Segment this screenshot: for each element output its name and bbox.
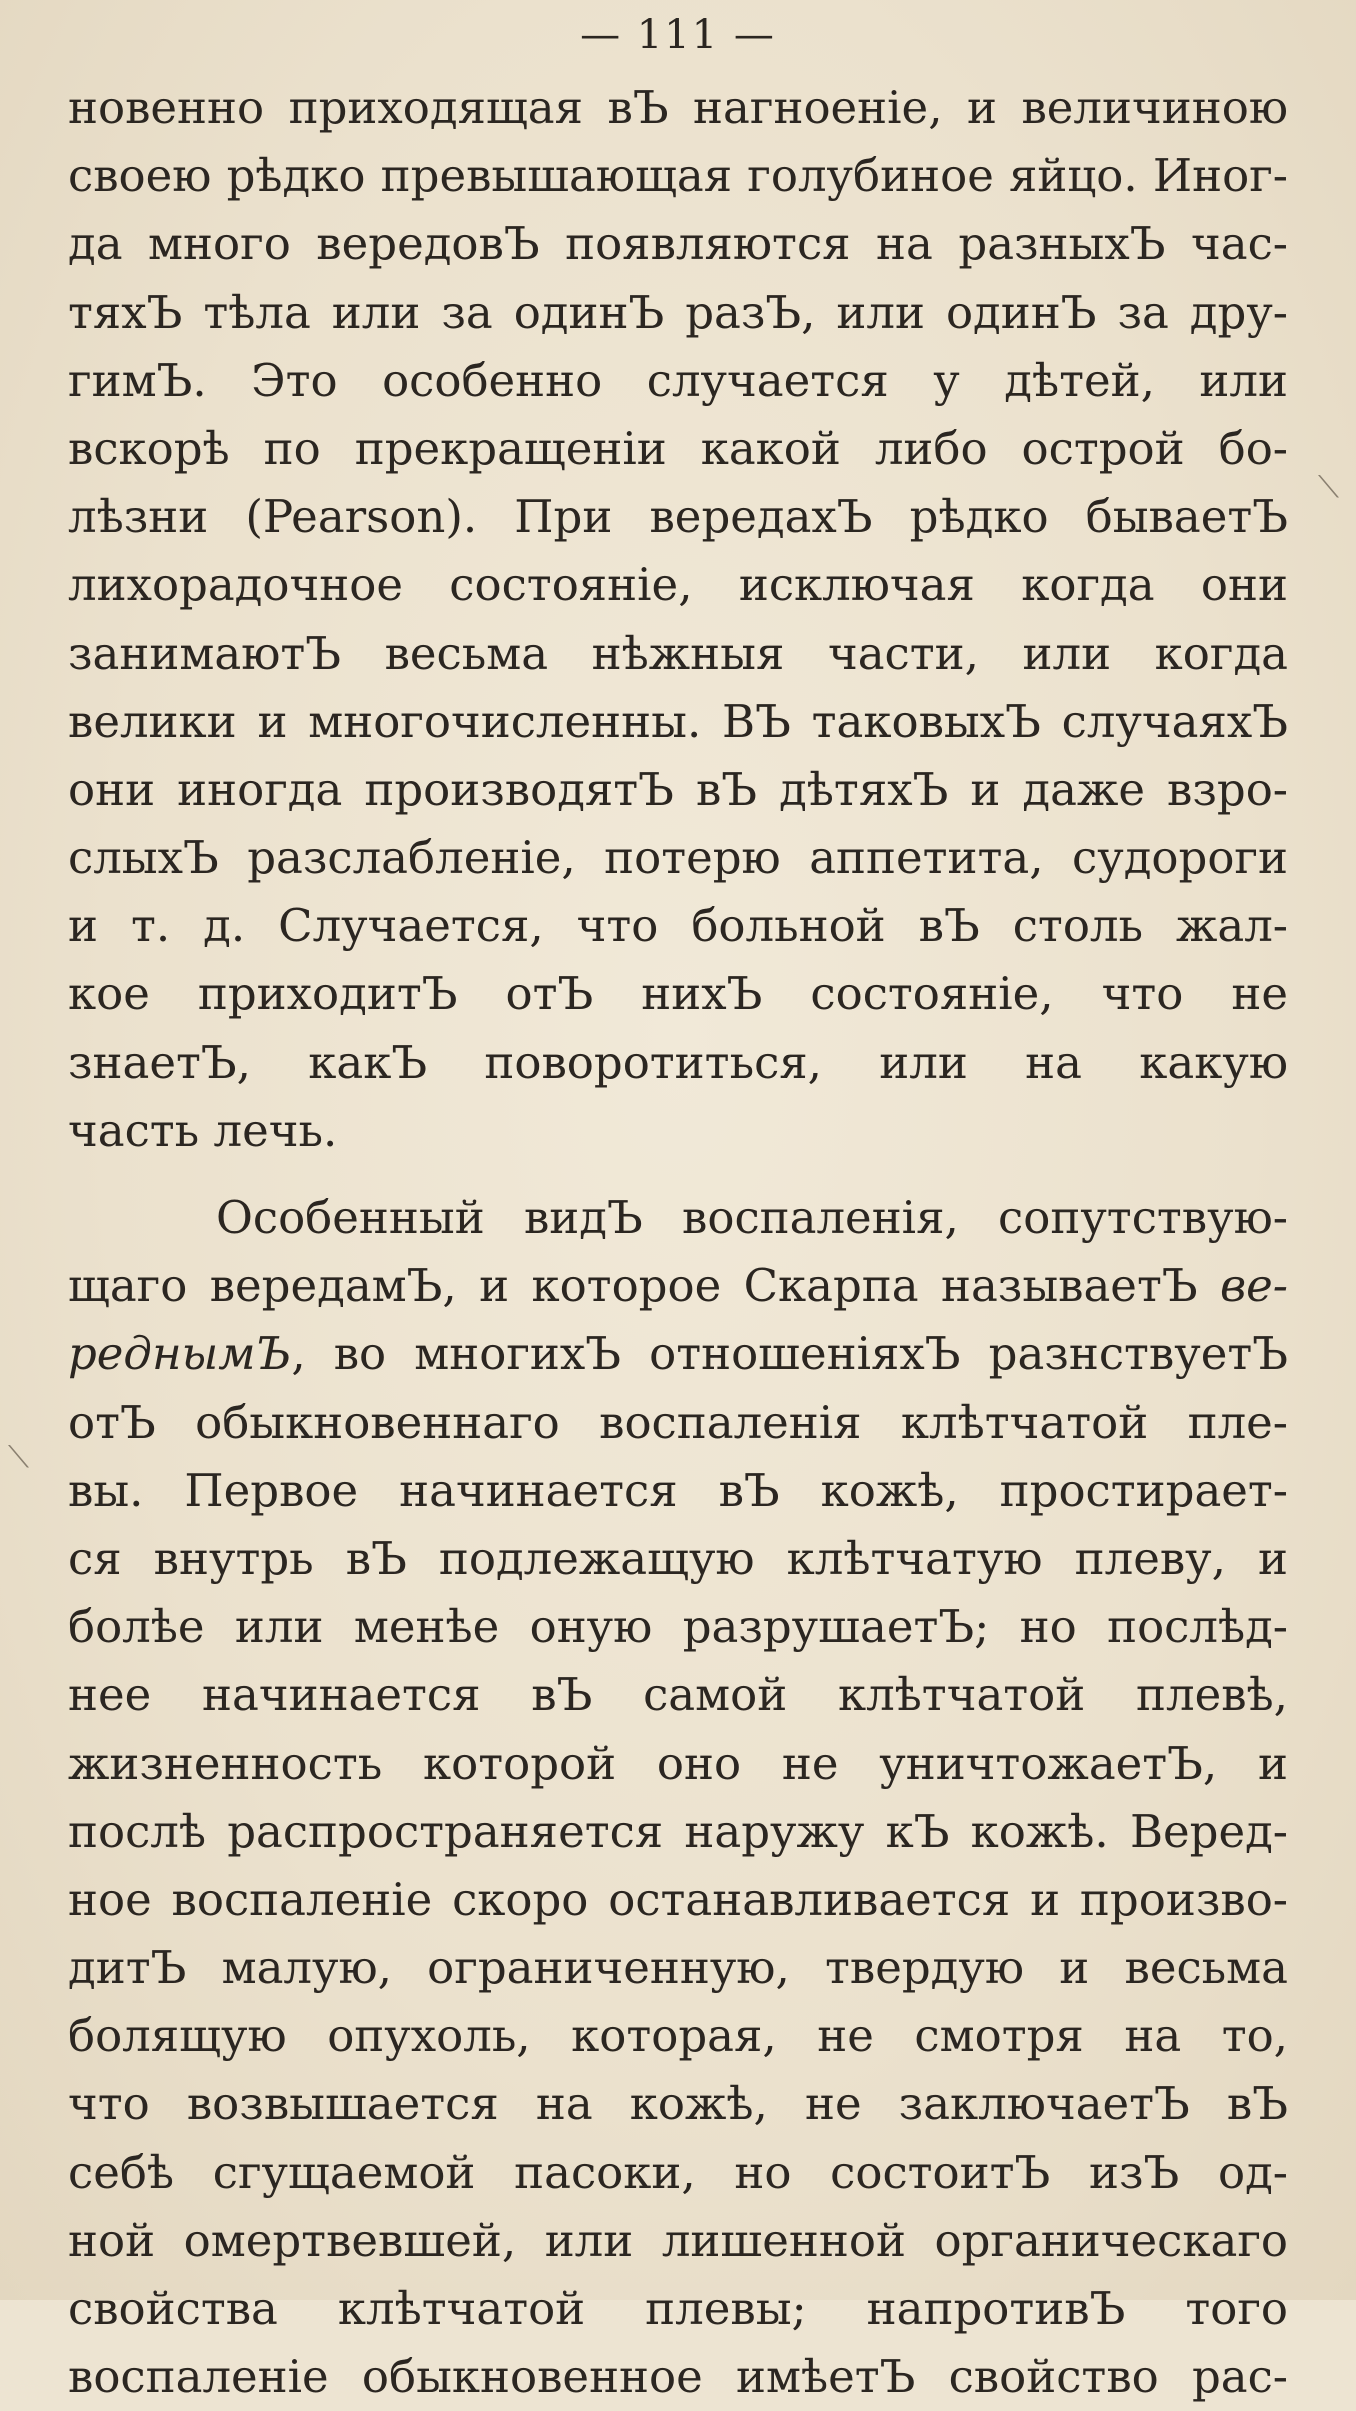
text-line: да много вередовЪ появляются на разныхЪ час- [68,217,1288,271]
paragraph-gap [68,1165,1288,1184]
text-line: кое приходитЪ отЪ нихЪ состояніе, что не [68,967,1288,1021]
text-line: ное воспаленіе скоро останавливается и произво- [68,1872,1288,1926]
text-line: гимЪ. Это особенно случается у дѣтей, или [68,353,1288,407]
text-line: слыхЪ разслабленіе, потерю аппетита, судороги [68,831,1288,885]
text-line: лѣзни (Pearson). При вередахЪ рѣдко бываетЪ [68,490,1288,544]
text-line: болѣе или менѣе оную разрушаетЪ; но послѣд- [68,1600,1288,1654]
text-line: ся внутрь вЪ подлежащую клѣтчатую плеву, и [68,1531,1288,1585]
text-line: вскорѣ по прекращеніи какой либо острой бо- [68,421,1288,475]
text-line: ной омертвевшей, или лишенной органическаго [68,2213,1288,2267]
page-number: — 111 — [580,12,776,58]
text-line: послѣ распространяется наружу кЪ кожѣ. Веред- [68,1804,1288,1858]
text-line: что возвышается на кожѣ, не заключаетЪ вЪ [68,2077,1288,2131]
text-line: свойства клѣтчатой плевы; напротивЪ того [68,2282,1288,2335]
text-line: велики и многочисленны. ВЪ таковыхЪ случаяхЪ [68,694,1288,748]
body-text [68,74,1288,2411]
text-line: тяхЪ тѣла или за одинЪ разЪ, или одинЪ за дру- [68,285,1288,339]
italic-term: реднымЪ [68,1327,292,1381]
text-line [68,1252,1288,1320]
paragraph-1 [68,74,1288,1165]
text-line: они иногда производятЪ вЪ дѣтяхЪ и даже взро- [68,762,1288,816]
text-line: лихорадочное состояніе, исключая когда они [68,558,1288,612]
text-line: своею рѣдко превышающая голубиное яйцо. Иног- [68,149,1288,203]
text-span: щаго вередамЪ, и которое Скарпа называетЪ [68,1259,1220,1313]
text-line: жизненность которой оно не уничтожаетЪ, и [68,1736,1288,1790]
text-line: себѣ сгущаемой пасоки, но состоитЪ изЪ од- [68,2145,1288,2199]
text-line: воспаленіе обыкновенное имѣетЪ свойство рас- [68,2350,1288,2404]
text-line: и т. д. Случается, что больной вЪ столь жал- [68,899,1288,953]
text-line: часть лечь. [68,1103,338,1157]
text-line: нее начинается вЪ самой клѣтчатой плевѣ, [68,1668,1288,1722]
text-line: Особенный видЪ воспаленія, сопутствую- [216,1191,1288,1244]
text-span: , во многихЪ отношеніяхЪ разнствуетЪ [291,1327,1288,1381]
margin-mark: ⟍ [1318,470,1339,505]
text-line: новенно приходящая вЪ нагноеніе, и величиною [68,81,1288,134]
text-line: дитЪ малую, ограниченную, твердую и весьма [68,1941,1288,1995]
text-line: занимаютЪ весьма нѣжныя части, или когда [68,626,1288,680]
italic-term: ве- [1219,1259,1288,1313]
text-line: вы. Первое начинается вЪ кожѣ, простирает- [68,1463,1288,1517]
text-line: отЪ обыкновеннаго воспаленія клѣтчатой пле- [68,1395,1288,1449]
margin-mark: ⟍ [8,1440,29,1475]
text-line: болящую опухоль, которая, не смотря на то, [68,2009,1288,2063]
text-line [68,1320,1288,1388]
text-line: знаетЪ, какЪ поворотиться, или на какую [68,1035,1288,1089]
paragraph-2 [68,1184,1288,2411]
